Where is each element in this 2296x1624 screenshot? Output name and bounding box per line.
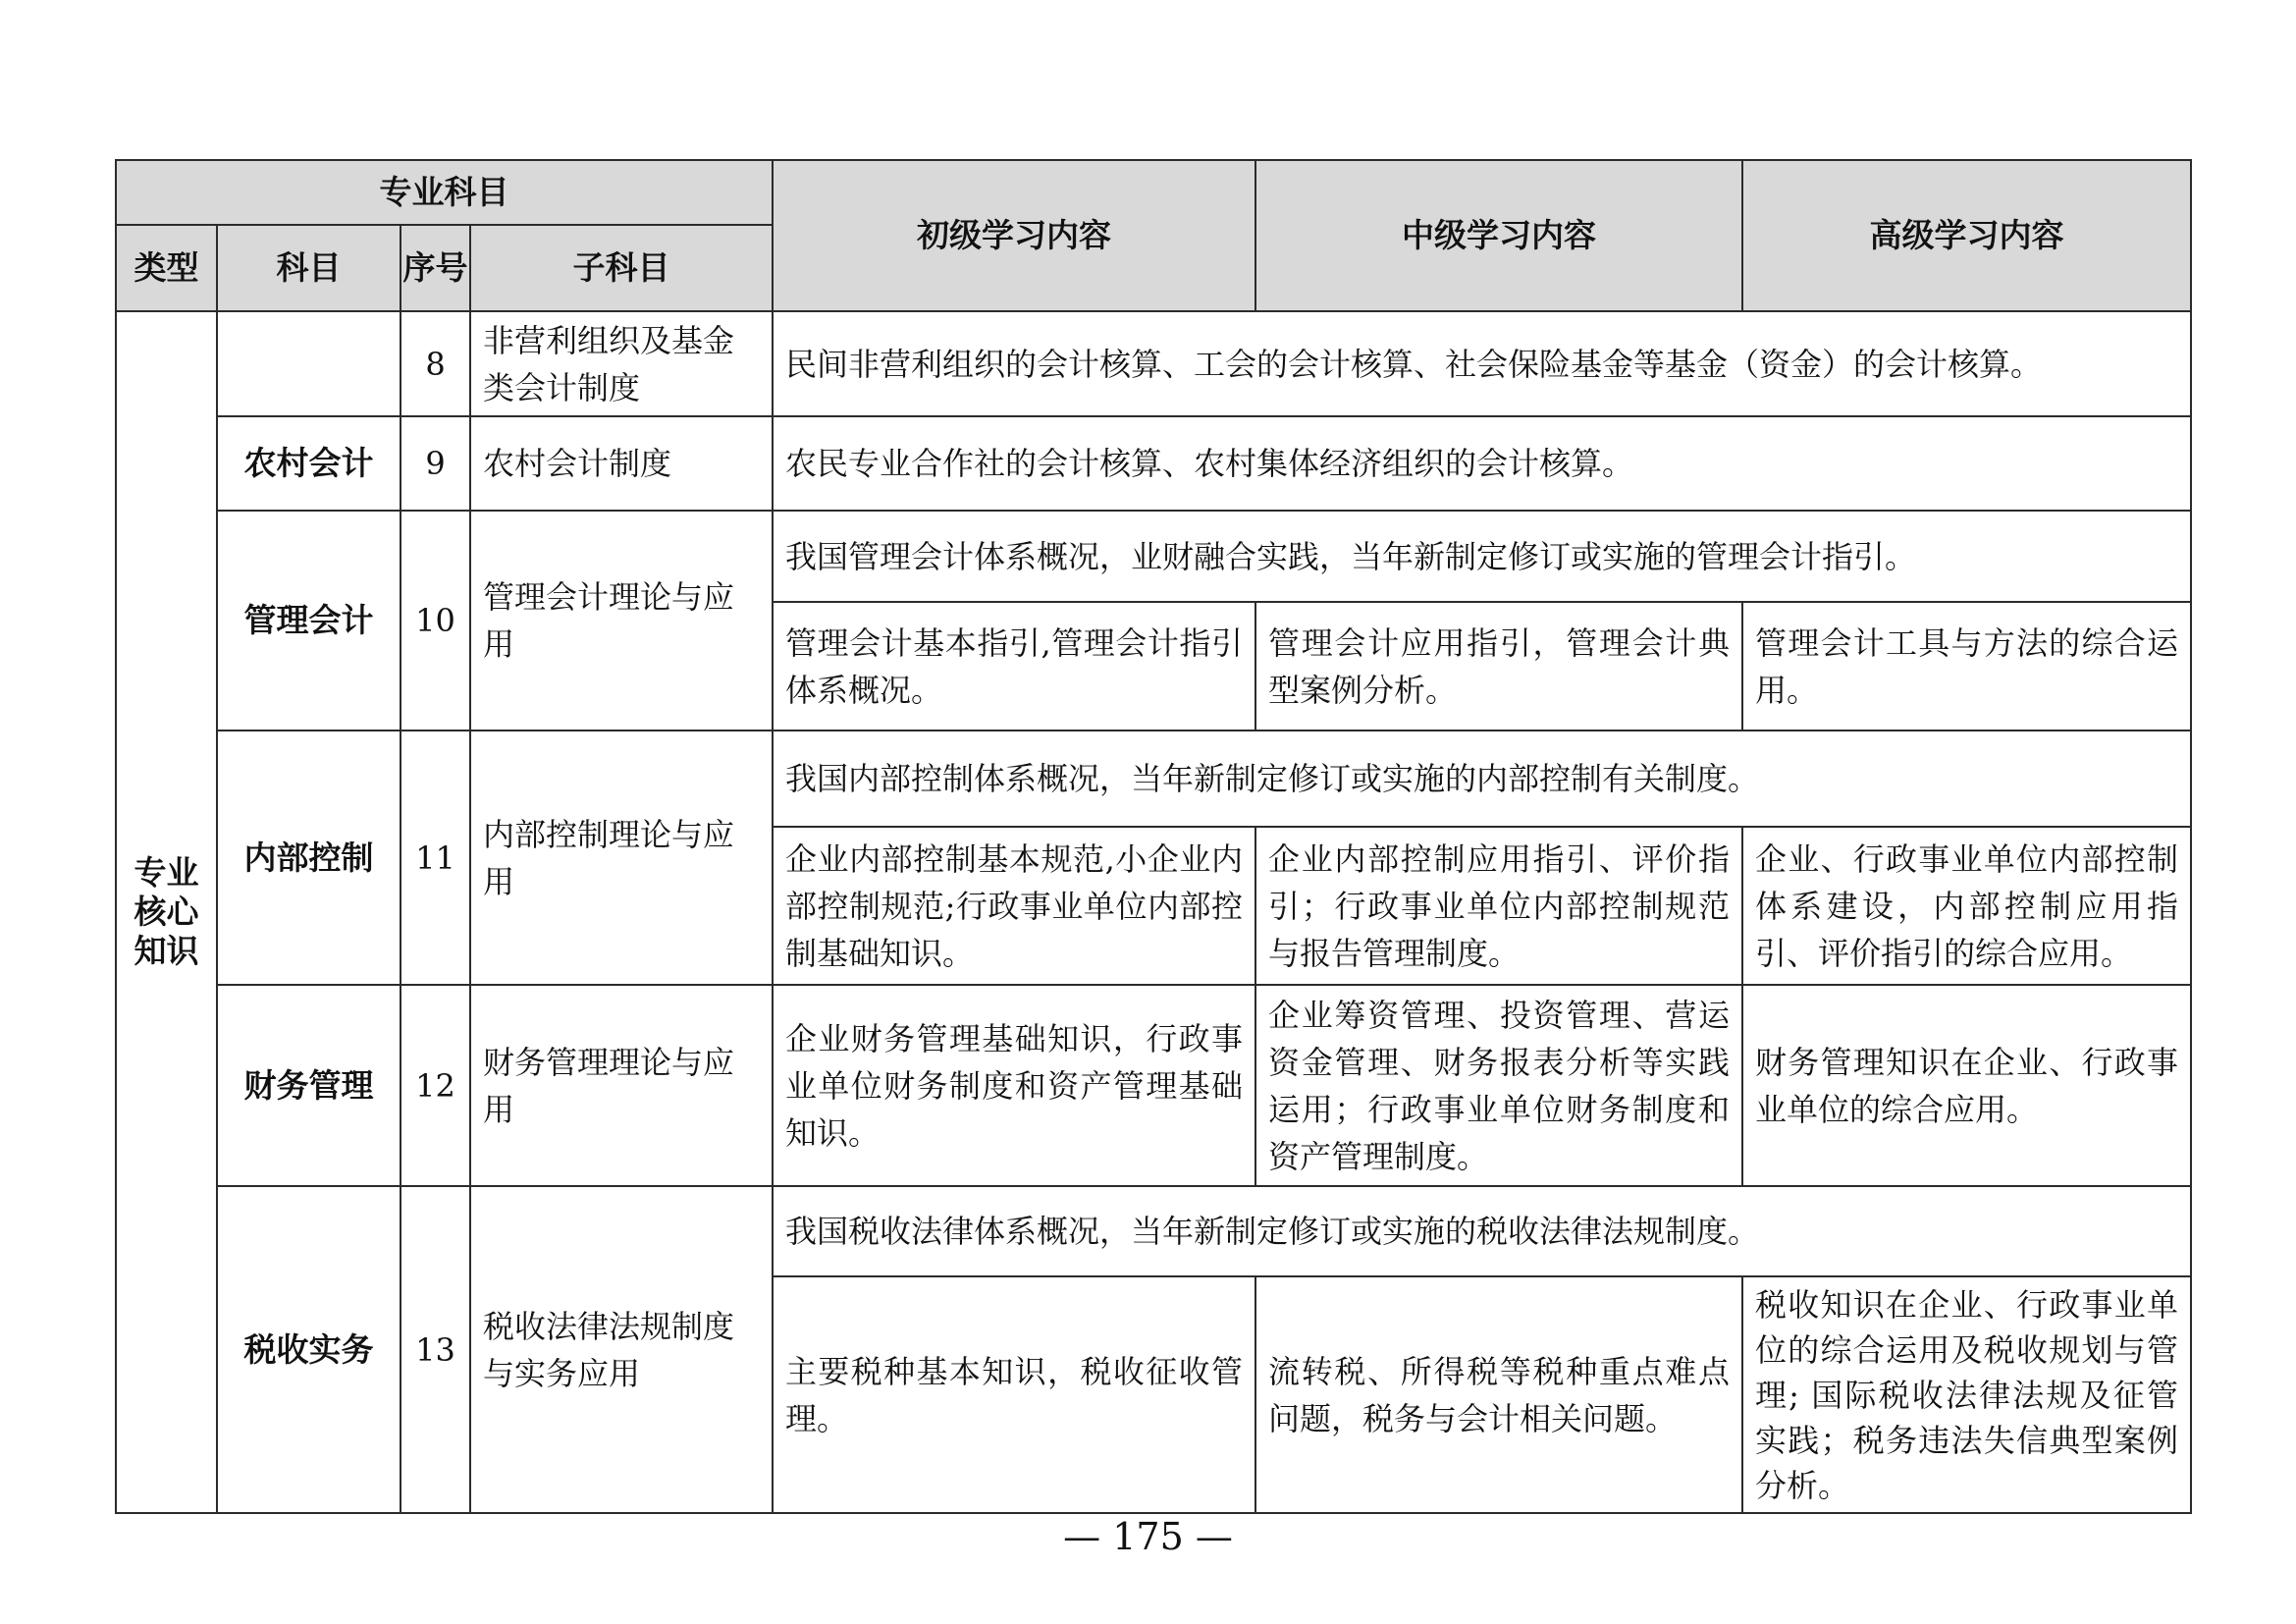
basic-content-cell: 主要税种基本知识，税收征收管理。	[773, 1276, 1255, 1513]
all-levels-cell: 我国税收法律体系概况，当年新制定修订或实施的税收法律法规制度。	[773, 1186, 2191, 1276]
advanced-content-cell: 企业、行政事业单位内部控制体系建设，内部控制应用指引、评价指引的综合应用。	[1742, 827, 2191, 985]
seq-cell: 12	[400, 985, 470, 1186]
table-row	[116, 1186, 2191, 1276]
advanced-content-cell: 财务管理知识在企业、行政事业单位的综合应用。	[1742, 985, 2191, 1186]
subject-cell: 农村会计	[217, 416, 400, 511]
sub-subject-cell: 管理会计理论与应用	[470, 511, 773, 731]
all-levels-cell: 农民专业合作社的会计核算、农村集体经济组织的会计核算。	[773, 416, 2191, 511]
header-subsubject-cell: 子科目	[470, 225, 773, 311]
header-subject-cell: 科目	[217, 225, 400, 311]
type-cell: 专业核心知识	[116, 311, 217, 1513]
header-row-top	[116, 160, 2191, 225]
header-advanced-cell: 高级学习内容	[1742, 160, 2191, 311]
table-row	[116, 311, 2191, 416]
subject-cell: 管理会计	[217, 511, 400, 731]
sub-subject-cell: 税收法律法规制度与实务应用	[470, 1186, 773, 1513]
seq-cell: 11	[400, 731, 470, 985]
all-levels-cell: 我国内部控制体系概况，当年新制定修订或实施的内部控制有关制度。	[773, 731, 2191, 827]
basic-content-cell: 企业财务管理基础知识，行政事业单位财务制度和资产管理基础知识。	[773, 985, 1255, 1186]
subject-cell: 税收实务	[217, 1186, 400, 1513]
sub-subject-cell: 农村会计制度	[470, 416, 773, 511]
subject-cell: 财务管理	[217, 985, 400, 1186]
mid-content-cell: 管理会计应用指引，管理会计典型案例分析。	[1255, 602, 1742, 731]
subject-cell: 内部控制	[217, 731, 400, 985]
advanced-content-cell: 管理会计工具与方法的综合运用。	[1742, 602, 2191, 731]
seq-cell: 13	[400, 1186, 470, 1513]
table-row	[116, 985, 2191, 1186]
basic-content-cell: 管理会计基本指引,管理会计指引体系概况。	[773, 602, 1255, 731]
header-group-cell: 专业科目	[116, 160, 773, 225]
mid-content-cell: 企业筹资管理、投资管理、营运资金管理、财务报表分析等实践运用；行政事业单位财务制度和资产管理制度。	[1255, 985, 1742, 1186]
seq-cell: 9	[400, 416, 470, 511]
table-row	[116, 416, 2191, 511]
seq-cell: 8	[400, 311, 470, 416]
table-row	[116, 511, 2191, 602]
basic-content-cell: 企业内部控制基本规范,小企业内部控制规范;行政事业单位内部控制基础知识。	[773, 827, 1255, 985]
page-number: — 175 —	[1063, 1515, 1233, 1558]
all-levels-cell: 我国管理会计体系概况，业财融合实践，当年新制定修订或实施的管理会计指引。	[773, 511, 2191, 602]
header-seq-cell: 序号	[400, 225, 470, 311]
seq-cell: 10	[400, 511, 470, 731]
advanced-content-cell: 税收知识在企业、行政事业单位的综合运用及税收规划与管理; 国际税收法律法规及征管实践；税务违法失信典型案例分析。	[1742, 1276, 2191, 1513]
sub-subject-cell: 财务管理理论与应用	[470, 985, 773, 1186]
table-row	[116, 731, 2191, 827]
mid-content-cell: 企业内部控制应用指引、评价指引；行政事业单位内部控制规范与报告管理制度。	[1255, 827, 1742, 985]
sub-subject-cell: 非营利组织及基金类会计制度	[470, 311, 773, 416]
mid-content-cell: 流转税、所得税等税种重点难点问题，税务与会计相关问题。	[1255, 1276, 1742, 1513]
header-type-cell: 类型	[116, 225, 217, 311]
curriculum-table	[115, 159, 2192, 1514]
header-basic-cell: 初级学习内容	[773, 160, 1255, 311]
header-mid-cell: 中级学习内容	[1255, 160, 1742, 311]
all-levels-cell: 民间非营利组织的会计核算、工会的会计核算、社会保险基金等基金（资金）的会计核算。	[773, 311, 2191, 416]
sub-subject-cell: 内部控制理论与应用	[470, 731, 773, 985]
subject-cell	[217, 311, 400, 416]
